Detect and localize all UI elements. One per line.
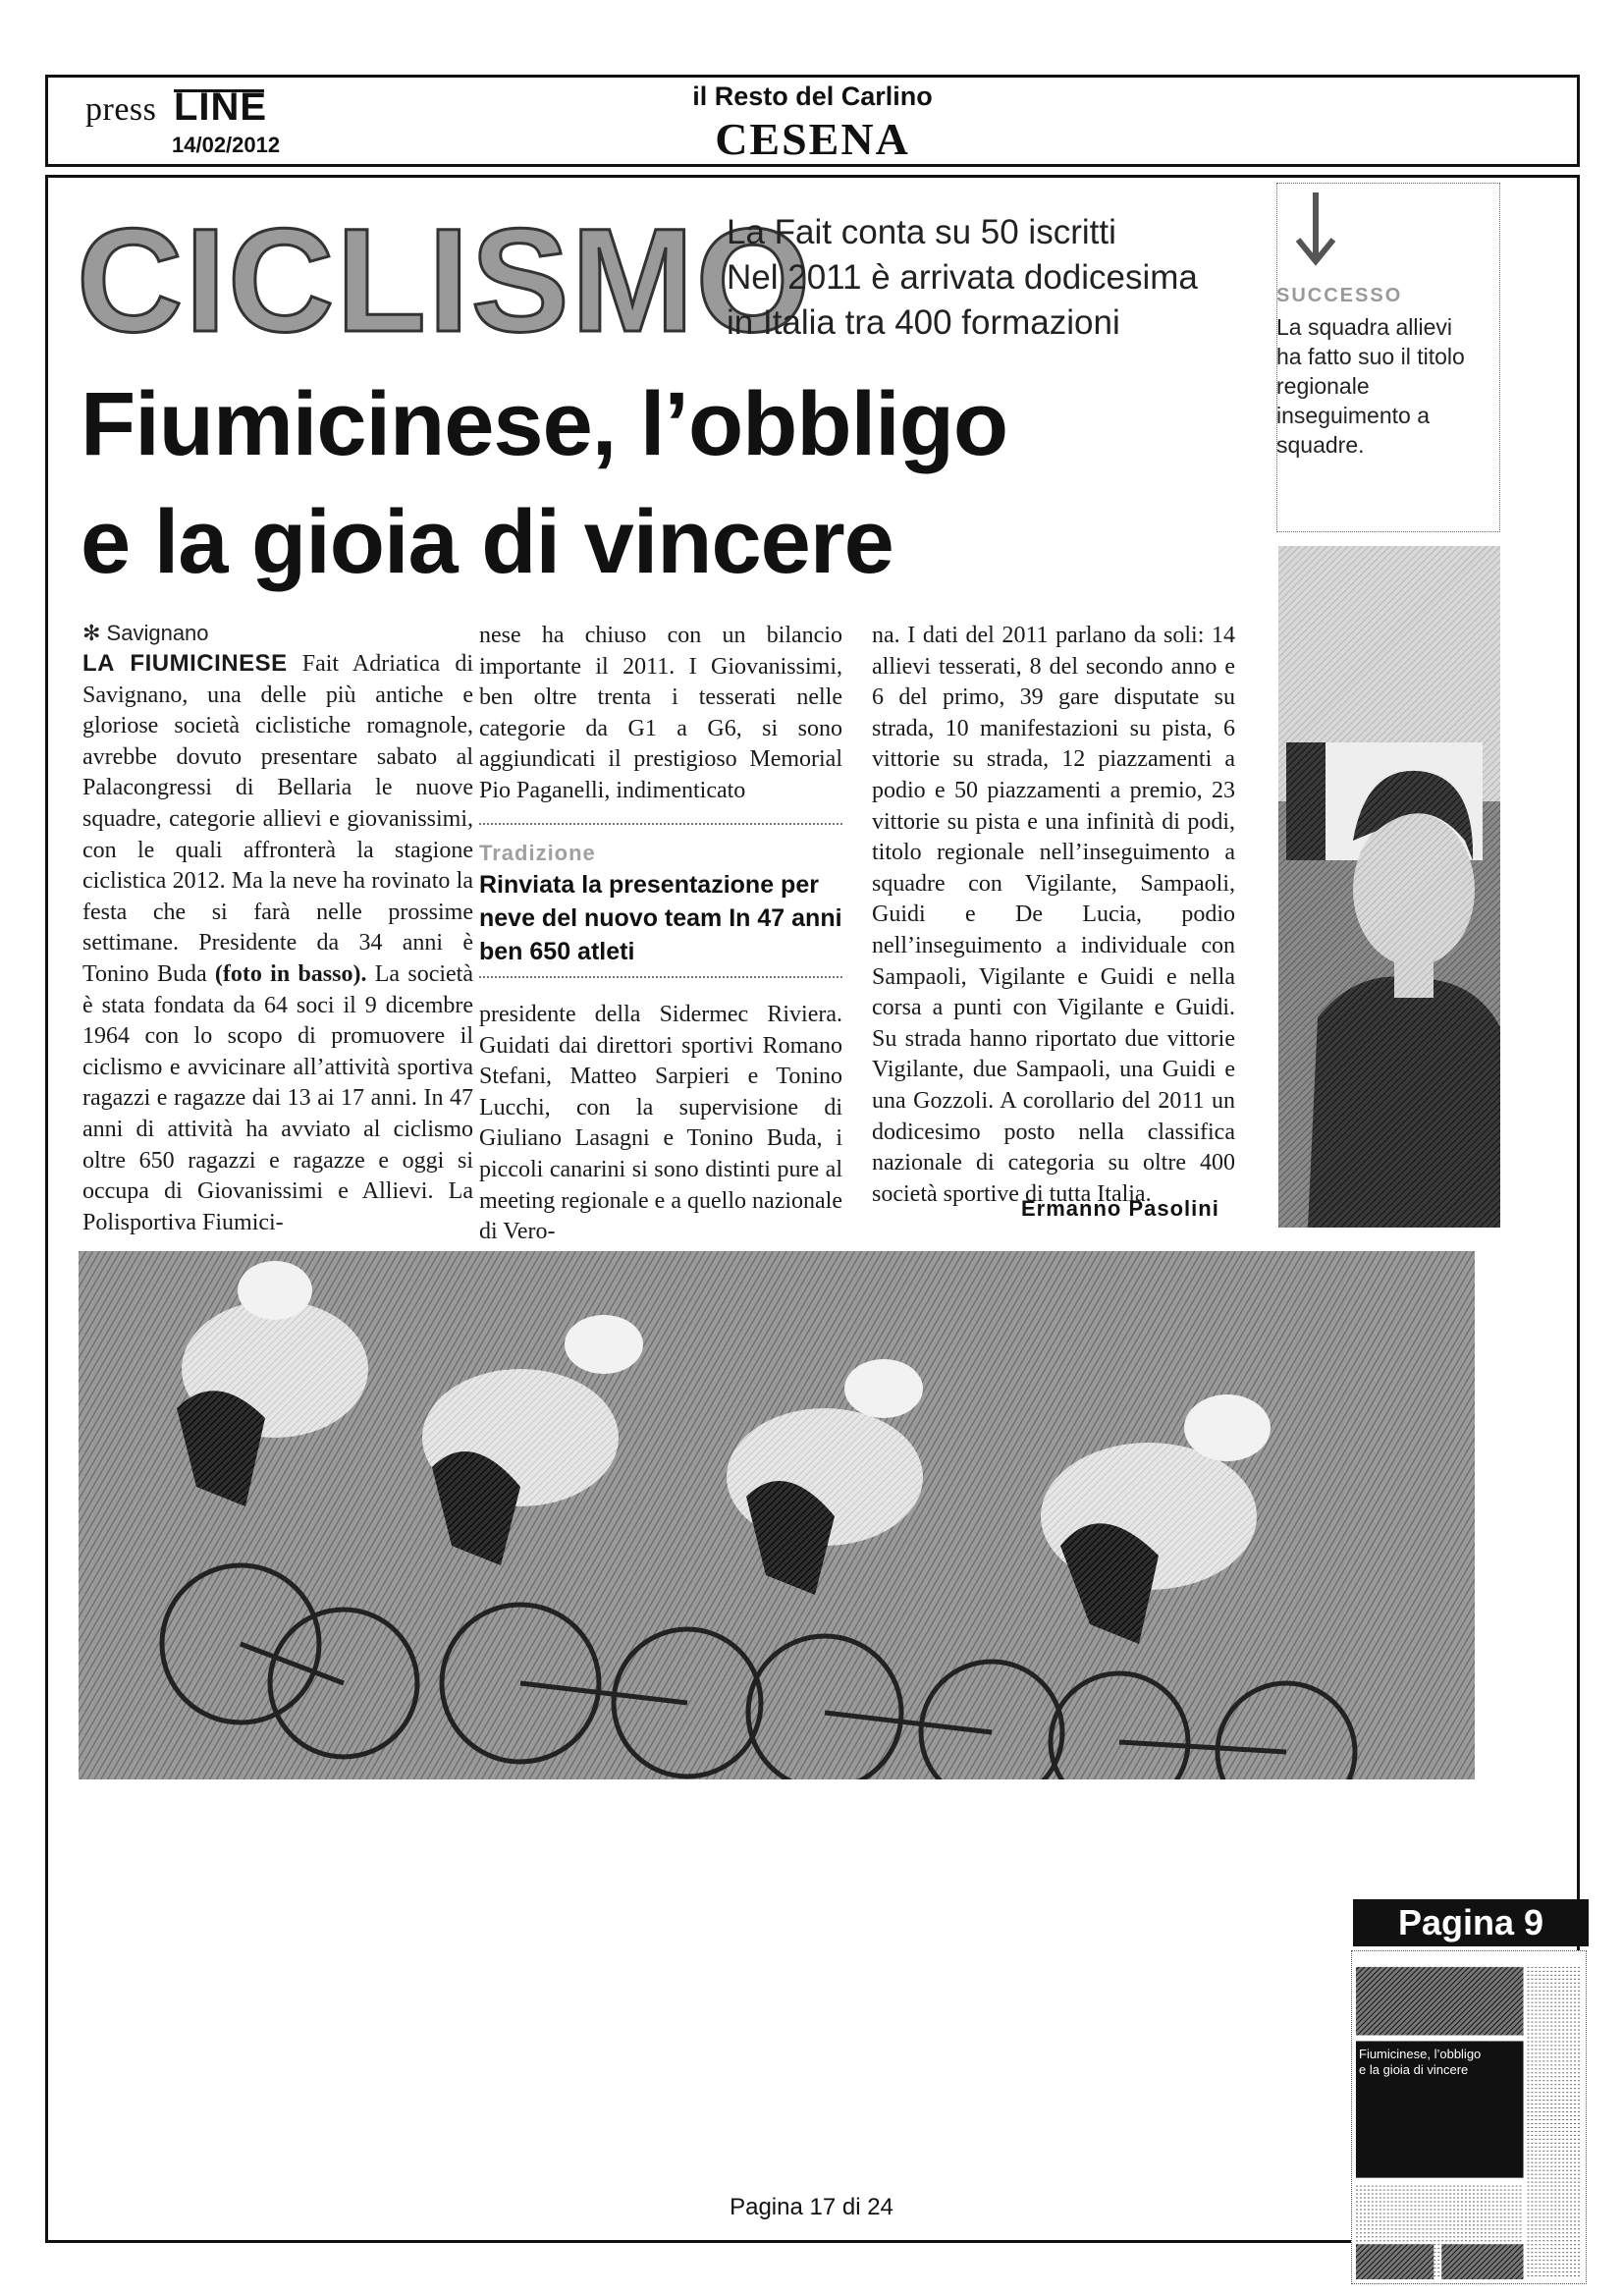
column-text: Fait Adriatica di Savignano, una delle più antiche e gloriose società ciclistiche romagnole, avrebbe dovuto presentare sabato al Palacongressi di Bellaria le nuove squadre, categorie allievi e giovanissimi, con le quali affronterà la stagione ciclistica 2012. Ma la neve ha rovinato la festa che si farà nelle prossime settimane. Presidente da 34 anni è Tonino Buda — [82, 651, 473, 987]
headline-line: e la gioia di vincere — [81, 492, 893, 592]
masthead-header — [45, 75, 1580, 167]
article-deck — [727, 210, 1237, 346]
source-page-badge: Pagina 9 — [1353, 1899, 1589, 1946]
deck-line: in Italia tra 400 formazioni — [727, 303, 1120, 342]
newspaper-edition: CESENA — [715, 114, 910, 164]
pullquote-rule-bottom — [479, 976, 842, 978]
section-kicker: CICLISMO — [77, 197, 813, 362]
column-text: presidente della Sidermec Riviera. Guidati dai direttori sportivi Romano Stefani, Matteo Sarpieri e Tonino Lucchi, con la supervisione di Giuliano Lasagni e Tonino Buda, i piccoli canarini si sono distinti pure al meeting regionale e a quello nazionale di Vero- — [479, 1002, 842, 1245]
headline-line: Fiumicinese, l’obbligo — [81, 374, 1008, 474]
thumbnail-headline — [1359, 2047, 1481, 2078]
article-column-2-bottom — [479, 1000, 842, 1248]
deck-line: Nel 2011 è arrivata dodicesima — [727, 258, 1198, 297]
pullquote-text: Rinviata la presentazione per neve del nuovo team In 47 anni ben 650 atleti — [479, 871, 842, 965]
sidebar-label: SUCCESSO — [1276, 285, 1403, 306]
press-label: press — [85, 91, 157, 128]
article-byline: Ermanno Pasolini — [1021, 1196, 1219, 1221]
pullquote-rule-top — [479, 823, 842, 825]
issue-date: 14/02/2012 — [172, 133, 281, 157]
article-lead: LA FIUMICINESE — [82, 650, 288, 677]
portrait-photo — [1278, 546, 1500, 1228]
column-text: na. I dati del 2011 parlano da soli: 14 allievi tesserati, 8 del secondo anno e 6 del primo, 39 gare disputate su strada, 10 manifestazioni su pista, 6 vittorie su strada, 12 piazzamenti a podio e 50 piazzamenti a premio, 23 vittorie su pista e una infinità di podi, titolo regionale nell’inseguimento a squadre con Vigilante, Sampaoli, Guidi e De Lucia, podio nell’inseguimento a individuale con Sampaoli, Vigilante e Guidi e nella corsa a punti con Vigilante e Guidi. Su strada hanno riportato due vittorie Vigilante, due Sampaoli, una Guidi e una Gozzoli. A corollario del 2011 un dodicesimo posto nella classifica nazionale di categoria su oltre 400 società sportive di tutta Italia. — [872, 623, 1235, 1207]
page-number: Pagina 17 di 24 — [730, 2194, 893, 2220]
article-headline — [81, 365, 1259, 601]
line-logo: LINE — [174, 85, 268, 129]
thumbnail-headline-line: Fiumicinese, l’obbligo — [1359, 2047, 1482, 2061]
column-text: nese ha chiuso con un bilancio importante il 2011. I Giovanissimi, ben oltre trenta i tesserati nelle categorie da G1 a G6, si sono aggiundicati il prestigioso Memorial Pio Paganelli, indimenticato — [479, 623, 842, 803]
column-bold-text: (foto in basso). — [214, 960, 367, 987]
article-column-2-top — [479, 621, 842, 807]
newspaper-name: il Resto del Carlino — [692, 82, 933, 111]
cyclists-photo — [79, 1251, 1475, 1779]
bullet-icon: ✻ — [82, 621, 107, 645]
column-text: La società è stata fondata da 64 soci il 9 dicembre 1964 con lo scopo di promuovere il ciclismo e avvicinare all’attività sportiva ragazzi e ragazze dai 13 ai 17 anni. In 47 anni di attività ha avviato al ciclismo oltre 650 ragazzi e ragazze e oggi si occupa di Giovanissimi e Allievi. La Polisportiva Fiumici- — [82, 960, 474, 1235]
article-column-1 — [82, 648, 473, 1238]
arrow-down-icon — [1294, 191, 1337, 269]
deck-line: La Fait conta su 50 iscritti — [727, 213, 1116, 251]
dateline-text: Savignano — [106, 621, 209, 645]
article-column-3 — [872, 621, 1235, 1210]
article-dateline — [82, 621, 209, 646]
page-thumbnail — [1351, 1950, 1587, 2284]
thumbnail-headline-line: e la gioia di vincere — [1359, 2062, 1469, 2077]
pullquote-label: Tradizione — [479, 841, 596, 865]
sidebar-text: La squadra allievi ha fatto suo il titolo regionale inseguimento a squadre. — [1276, 314, 1465, 458]
